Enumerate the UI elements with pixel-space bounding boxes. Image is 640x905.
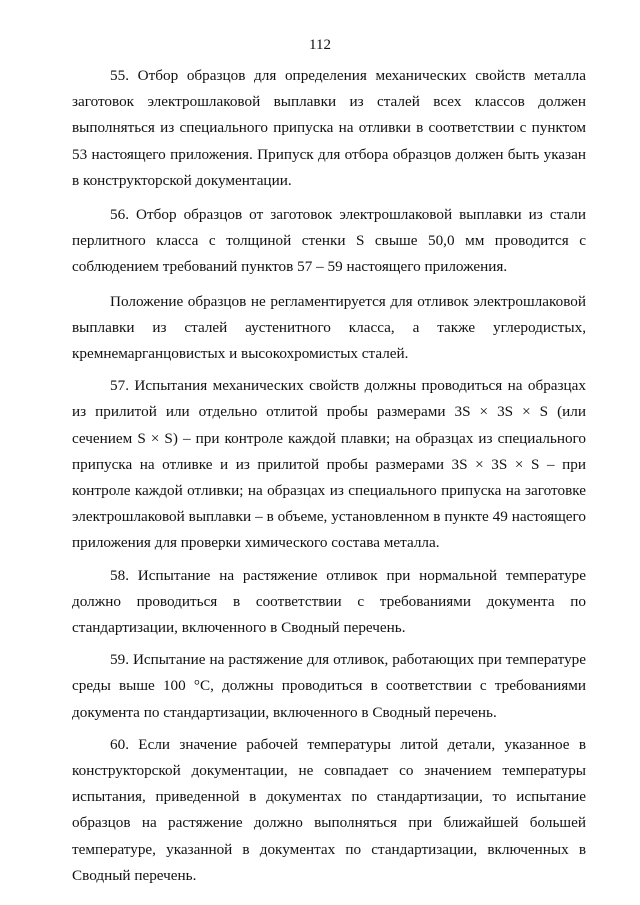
paragraph-56: 56. Отбор образцов от заготовок электрошлаковой выплавки из стали перлитного класса с толщиной стенки S свыше 50,0 мм проводится с соблюдением требований пунктов 57 – 59 настоящего приложения. xyxy=(72,206,586,276)
paragraph-60: 60. Если значение рабочей температуры литой детали, указанное в конструкторской документации, не совпадает со значением температуры испытания, приведенной в документах по стандартизации, то испытание образцов на растяжение должно выполняться при ближайшей большей температуре, указанной в документах по стандартизации, включенных в Сводный перечень. xyxy=(72,735,586,884)
page-number: 112 xyxy=(309,37,331,53)
paragraph-57: 57. Испытания механических свойств должны проводиться на образцах из прилитой или отдельно отлитой пробы размерами 3S × 3S × S (или сечением S × S) – при контроле каждой плавки; на образцах из специального припуска на отливке и из прилитой пробы размерами 3S × 3S × S – при контроле каждой отливки; на образцах из специального припуска на заготовке электрошлаковой выплавки – в объеме, установленном в пункте 49 настоящего приложения для проверки химического состава металла. xyxy=(72,377,586,552)
paragraph-59: 59. Испытание на растяжение для отливок, работающих при температуре среды выше 100 °С, должны проводиться в соответствии с требованиями документа по стандартизации, включенного в Сводный перечень. xyxy=(72,651,586,721)
paragraph-placement: Положение образцов не регламентируется для отливок электрошлаковой выплавки из сталей аустенитного класса, а также углеродистых, кремнемарганцовистых и высокохромистых сталей. xyxy=(72,292,586,363)
paragraph-55: 55. Отбор образцов для определения механических свойств металла заготовок электрошлаковой выплавки из сталей всех классов должен выполняться из специального припуска на отливки в соответствии с пунктом 53 настоящего приложения. Припуск для отбора образцов должен быть указан в конструкторской документации. xyxy=(72,67,586,189)
paragraph-58: 58. Испытание на растяжение отливок при нормальной температуре должно проводиться в соответствии с требованиями документа по стандартизации, включенного в Сводный перечень. xyxy=(72,566,586,637)
document-body xyxy=(72,63,586,889)
